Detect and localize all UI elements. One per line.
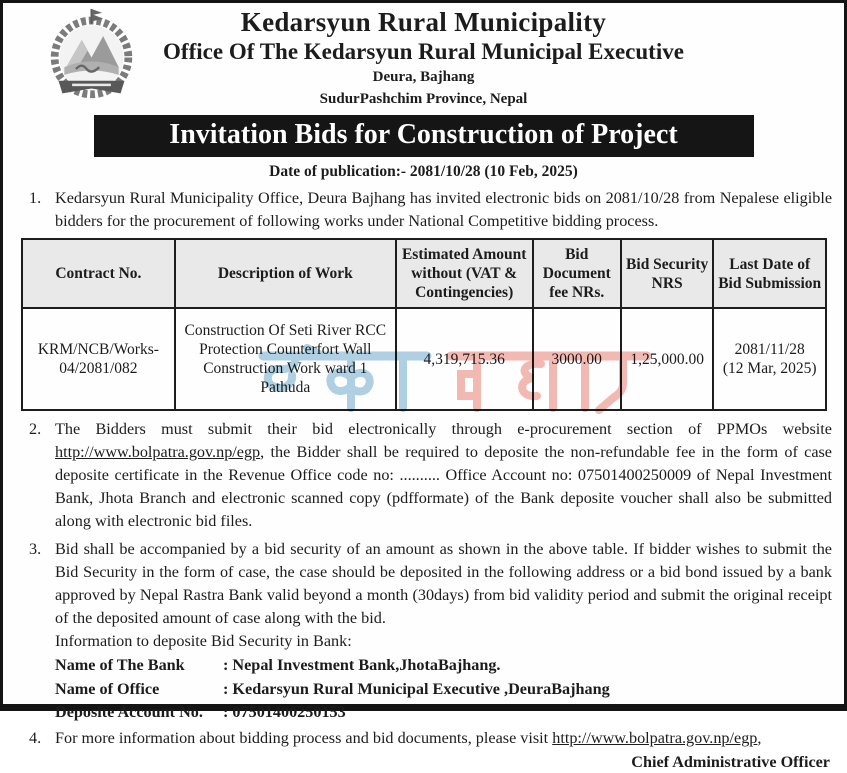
col-header-contract-no: Contract No. bbox=[22, 239, 175, 308]
office-name-label: Name of Office bbox=[55, 679, 160, 698]
bolpatra-link[interactable]: http://www.bolpatra.gov.np/egp bbox=[55, 443, 261, 461]
bank-name-label: Name of The Bank bbox=[55, 656, 185, 674]
publication-date: Date of publication:- 2081/10/28 (10 Feb, 2025) bbox=[269, 163, 578, 180]
item2-text-after: , the Bidder shall be required to deposite the non-refundable fee in the form of case deposite certificate in the Revenue Office code no: .......... Office Account no: 07501400250009 of Nepal Investment Bank, Jhota Branch and electronic scanned copy (pdfformate) of the Bank deposite voucher shall also be submitted along with electronic bid files. bbox=[55, 443, 832, 530]
item4-text-before: For more information about bidding process and bid documents, please visit bbox=[55, 728, 553, 747]
item-text bbox=[55, 727, 832, 750]
deposit-account-label: Deposite Account No. bbox=[55, 703, 203, 721]
municipality-emblem-logo bbox=[43, 7, 140, 104]
signature-title: Chief Administrative Officer bbox=[631, 752, 830, 771]
cell-bid-document-fee: 3000.00 bbox=[533, 308, 621, 410]
cell-estimated-amount: 4,319,715.36 bbox=[396, 308, 533, 410]
item-number: 2. bbox=[29, 420, 42, 438]
notice-item-2 bbox=[29, 418, 832, 533]
bank-name-row bbox=[55, 654, 832, 678]
notice-item-3 bbox=[29, 538, 832, 653]
notice-title-banner: Invitation Bids for Construction of Project bbox=[94, 115, 754, 157]
office-name: Office Of The Kedarsyun Rural Municipal Executive bbox=[163, 39, 684, 64]
cell-bid-security: 1,25,000.00 bbox=[621, 308, 713, 410]
bid-details-table bbox=[21, 238, 827, 411]
cell-contract-no: KRM/NCB/Works-04/2081/082 bbox=[22, 308, 175, 410]
col-header-bid-security: Bid Security NRS bbox=[621, 239, 713, 308]
table-row bbox=[22, 308, 826, 410]
item2-text-before: The Bidders must submit their bid electronically through e-procurement section of PPMOs website bbox=[55, 420, 832, 438]
office-province: SudurPashchim Province, Nepal bbox=[319, 91, 528, 107]
item3-text: Bid shall be accompanied by a bid security of an amount as shown in the above table. If bidder wishes to submit the Bid Security in the form of case, the case should be deposited in the following address or a bid bond issued by a bank approved by Nepal Rastra Bank valid beyond a month (30days) from bid validity period and submit the original receipt of the deposited amount of case along with the bid. bbox=[55, 540, 832, 627]
office-name-value: : Kedarsyun Rural Municipal Executive ,DeuraBajhang bbox=[223, 679, 610, 698]
bolpatra-link[interactable]: http://www.bolpatra.gov.np/egp bbox=[552, 728, 758, 747]
letterhead bbox=[3, 3, 844, 109]
table-header-row bbox=[22, 239, 826, 308]
last-date-ad: (12 Mar, 2025) bbox=[722, 360, 817, 377]
deposit-account-value: : 07501400250153 bbox=[223, 703, 346, 721]
notice-item-4 bbox=[29, 727, 832, 750]
item-text bbox=[55, 418, 832, 533]
col-header-estimated-amount: Estimated Amount without (VAT & Contingencies) bbox=[396, 239, 533, 308]
deposit-account-row bbox=[55, 701, 832, 725]
item-number: 3. bbox=[29, 540, 42, 558]
bank-info-block bbox=[55, 654, 832, 725]
col-header-description: Description of Work bbox=[175, 239, 396, 308]
col-header-bid-document-fee: Bid Document fee NRs. bbox=[533, 239, 621, 308]
item-number: 4. bbox=[29, 728, 42, 747]
item-text: Kedarsyun Rural Municipality Office, Deura Bajhang has invited electronic bids on 2081/10/28 from Nepalese eligible bidders for the procurement of following works under National Competitive bidding process. bbox=[55, 189, 832, 230]
cell-description: Construction Of Seti River RCC Protection Counterfort Wall Construction Work ward 1 Pathuda bbox=[175, 308, 396, 410]
bank-info-heading: Information to deposite Bid Security in Bank: bbox=[55, 632, 352, 650]
office-name-row bbox=[55, 678, 832, 702]
col-header-last-date: Last Date of Bid Submission bbox=[713, 239, 826, 308]
municipality-name: Kedarsyun Rural Municipality bbox=[240, 7, 607, 37]
notice-item-1 bbox=[29, 187, 832, 233]
item4-text-after: , bbox=[757, 728, 762, 747]
item-text bbox=[55, 538, 832, 653]
office-address: Deura, Bajhang bbox=[372, 69, 475, 85]
last-date-bs: 2081/11/28 bbox=[734, 341, 805, 358]
item-number: 1. bbox=[29, 189, 42, 207]
bank-name-value: : Nepal Investment Bank,JhotaBajhang. bbox=[223, 656, 501, 674]
cell-last-date bbox=[713, 308, 826, 410]
